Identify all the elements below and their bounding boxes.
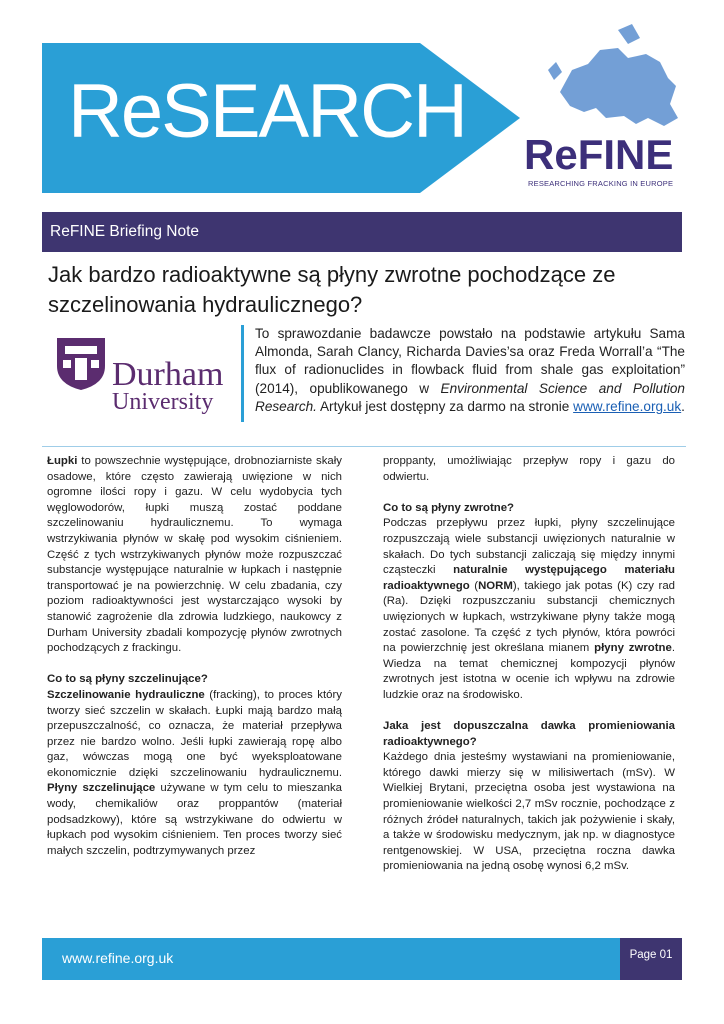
durham-logo-word: Durham <box>112 356 224 393</box>
term-norm-long: naturalnie występującego materiału radioaktywnego <box>383 564 675 592</box>
intro-text-after: Artykuł jest dostępny za darmo na stronie <box>316 398 574 414</box>
text: Podczas przepływu przez łupki, płyny szczelinujące rozpuszczają wiele substancji uwięzionych naturalnie w skałach. Do tych substancji zaliczają się między innymi cząsteczki <box>383 517 675 577</box>
refine-logo: ReFINE <box>524 131 674 178</box>
refine-link[interactable]: www.refine.org.uk <box>573 398 682 414</box>
footer-url[interactable]: www.refine.org.uk <box>62 950 174 966</box>
intro-end: . <box>681 398 685 414</box>
term-hydraulic-fracturing: Szczelinowanie hydrauliczne <box>47 688 205 701</box>
intro-paragraph <box>255 325 685 416</box>
intro-accent-rule <box>241 325 244 422</box>
journal-name: Environmental Science and Pollution Research. <box>255 380 685 414</box>
text: (fracking), to proces który tworzy sieć szczelin w skałach. Łupki mają bardzo małą przepuszczalność, co oznacza, że materiał przepływa przez nie bardzo wolno. Jeśli łupki zawierają ropę albo gaz, wówczas mogą one być wyeksploatowane ekonomicznie dzięki szczelinowaniu hydraulicznemu. <box>47 688 342 779</box>
refine-logo-tagline: RESEARCHING FRACKING IN EUROPE <box>528 179 674 188</box>
term-fracking-fluids: Płyny szczelinujące <box>47 782 156 795</box>
heading-dose: Jaka jest dopuszczalna dawka promieniowania radioaktywnego? <box>383 720 675 748</box>
paragraph-flowback <box>383 516 675 703</box>
term-flowback-fluids: płyny zwrotne <box>594 642 672 655</box>
text: to powszechnie występujące, drobnoziarniste skały osadowe, które często zawierają uwięzione w nich ogromne ilości ropy i gazu. W celu wydobycia tych węglowodorów, łupki muszą zostać poddane szczelinowaniu hydraulicznemu. To wymaga wstrzykiwania płynów w skałę pod wysokim ciśnieniem. Część z tych wstrzykiwanych płynów może rozpuszczać substancje występujące naturalnie w łupkach i następnie transportować je na powierzchnię. W celu zbadania, czy poziom radioaktywności jest wystarczająco wysoki by stanowić zagrożenie dla zdrowia ludzkiego, naukowcy z Durham University zbadali kompozycję płynów zwrotnych pochodzących z frackingu. <box>47 455 342 655</box>
paragraph-continuation: proppanty, umożliwiając przepływ ropy i gazu do odwiertu. <box>383 455 675 483</box>
research-heading: ReSEARCH <box>68 69 466 154</box>
europe-map-icon <box>548 24 678 126</box>
heading-fracking-fluids: Co to są płyny szczelinujące? <box>47 673 208 686</box>
term-shale: Łupki <box>47 455 78 467</box>
durham-crest-icon <box>55 336 107 392</box>
durham-logo-university: University <box>112 389 214 415</box>
paragraph-shale <box>47 454 342 657</box>
text: ), takiego jak potas (K) czy rad (Ra). Dzięki rozpuszczaniu substancji chemicznych uwięzionych w łupkach, wstrzykiwane płyny także mogą zostać zasolone. Ta część z tych płynów, która powróci na powierzchnię jest określana mianem <box>383 579 675 655</box>
briefing-note-bar: ReFINE Briefing Note <box>42 212 682 252</box>
page-title: Jak bardzo radioaktywne są płyny zwrotne pochodzące ze szczelinowania hydraulicznego? <box>48 262 616 317</box>
paragraph-fracking <box>47 688 342 860</box>
heading-flowback: Co to są płyny zwrotne? <box>383 501 515 514</box>
column-left <box>47 454 342 859</box>
page-number: Page 01 <box>629 949 673 961</box>
intro-text: To sprawozdanie badawcze powstało na podstawie artykułu Sama Almonda, Sarah Clancy, Richarda Davies’sa oraz Freda Worrall’a “The flux of radionuclides in flowback fluid from shale gas exploitation” (2014), opublikowanego w <box>255 326 685 396</box>
section-divider <box>42 446 686 447</box>
column-right <box>383 454 675 875</box>
paragraph-dose: Każdego dnia jesteśmy wystawiani na promieniowanie, którego dawki mierzy się w milisiwertach (mSv). W Wielkiej Brytani, przeciętna osoba jest wystawiona na promieniowanie wielkości 2,7 mSv rocznie, pochodzące z różnych źródeł naturalnych, takich jak pożywienie i skały, a także w środowisku medycznym, jak np. w diagnostyce rentgenowskiej. W USA, przeciętna roczna dawka promieniowania na jedną osobę wynosi 6,2 mSv. <box>383 751 675 873</box>
text: używane w tym celu to mieszanka wody, chemikaliów oraz proppantów (materiał podsadzkowy), które są wstrzykiwane do odwiertu w łupkach pod wysokim ciśnieniem. Ten proces tworzy sieć małych szczelin, podtrzymywanych przez <box>47 782 342 857</box>
text: . Wiedza na temat chemicznej kompozycji płynów zwrotnych jest istotna w ocenie ich wpływu na zdrowie ludzkie oraz na środowisko. <box>383 642 675 701</box>
text: ( <box>469 579 479 592</box>
term-norm: NORM <box>478 579 513 592</box>
